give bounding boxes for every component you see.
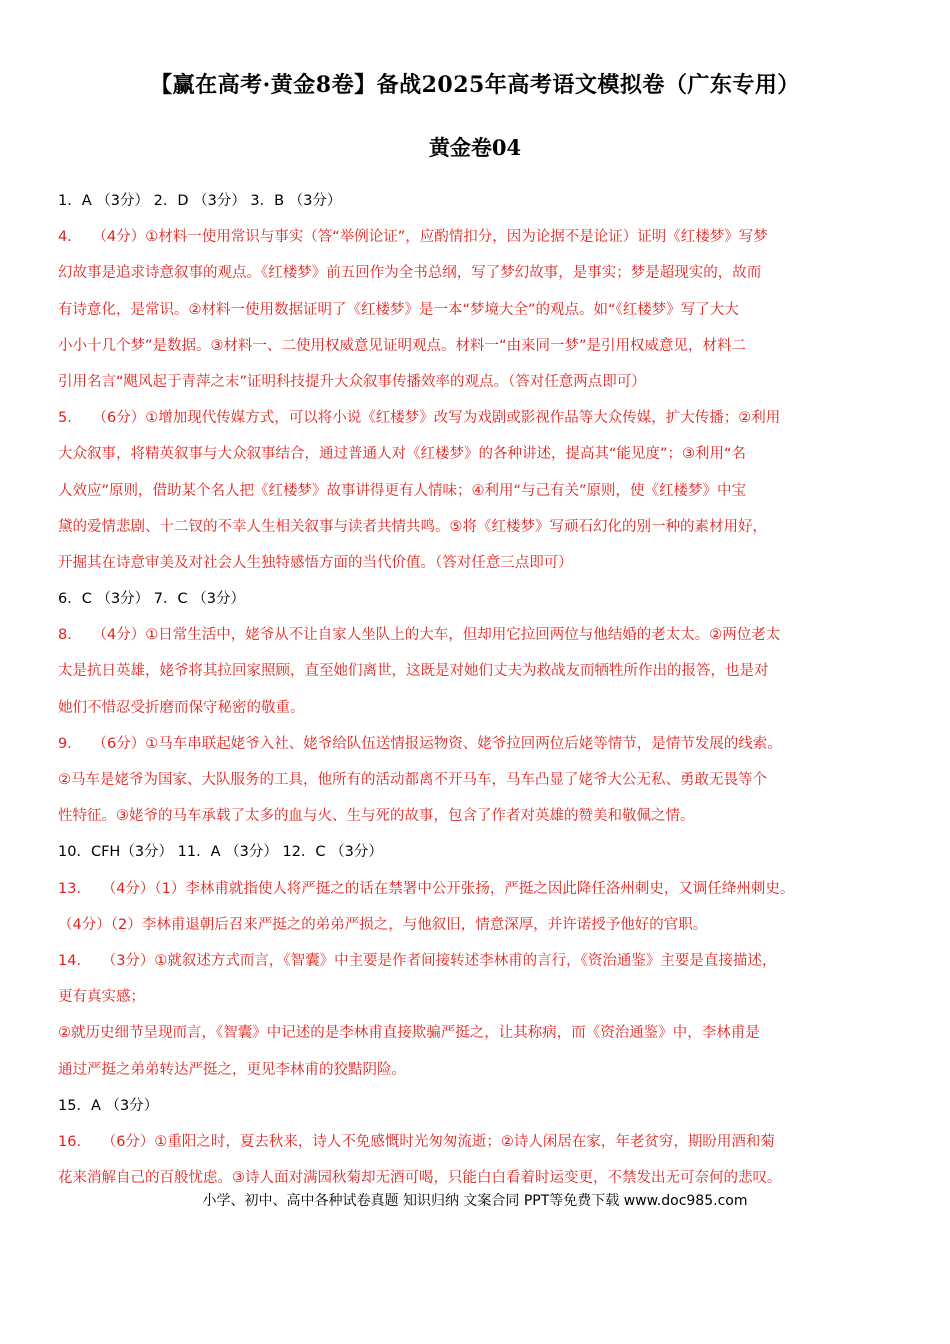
- answer-text: 黛的爱情悲剧、十二钗的不幸人生相关叙事与读者共情共鸣。⑤将《红楼梦》写顽石幻化的别一种的素材用好，: [58, 518, 767, 535]
- answer-line: [58, 653, 908, 689]
- answer-text: 7．C （3分）: [149, 591, 245, 608]
- answer-text: 幻故事是追求诗意叙事的观点。《红楼梦》前五回作为全书总纲，写了梦幻故事，是事实；梦是超现实的，故而: [58, 265, 762, 282]
- answer-line: [58, 219, 908, 255]
- answer-text: 性特征。③姥爷的马车承载了太多的血与火、生与死的故事，包含了作者对英雄的赞美和敬佩之情。: [58, 808, 695, 825]
- answer-line: [58, 871, 908, 907]
- question-number: 13．: [58, 880, 91, 897]
- answer-text: 更有真实感；: [58, 989, 145, 1006]
- question-number: 14．: [58, 952, 91, 969]
- question-number: 9．: [58, 735, 82, 752]
- answer-line: [58, 545, 908, 581]
- answer-text: 她们不惜忍受折磨而保守秘密的敬重。: [58, 699, 305, 716]
- answer-line: [58, 762, 908, 798]
- answer-line: [58, 1015, 908, 1051]
- page-footer: 小学、初中、高中各种试卷真题 知识归纳 文案合同 PPT等免费下载 www.doc985.com: [202, 1193, 748, 1209]
- question-number: 1．A （3分）: [58, 193, 149, 209]
- answer-text: 太是抗日英雄，姥爷将其拉回家照顾，直至她们离世，这既是对她们丈夫为救战友而牺牲所作出的报答，也是对: [58, 663, 769, 680]
- answer-text: （4分）①日常生活中，姥爷从不让自家人坐队上的大车，但却用它拉回两位与他结婚的老太太。②两位老太: [99, 627, 781, 644]
- answer-line: [58, 509, 908, 545]
- page-subtitle: 黄金卷04: [428, 135, 522, 160]
- answer-line: [58, 907, 908, 943]
- answer-line: [58, 798, 908, 834]
- page-title: 【赢在高考·黄金8卷】备战2025年高考语文模拟卷（广东专用）: [150, 72, 800, 98]
- answer-line: [58, 400, 908, 436]
- answer-line: [58, 473, 908, 509]
- question-number: 15．A （3分）: [58, 1097, 159, 1114]
- answer-line: [58, 1124, 908, 1160]
- answer-line: [58, 292, 908, 328]
- answer-list: [58, 183, 908, 1196]
- answer-line: [58, 364, 908, 400]
- answer-line: [58, 255, 908, 291]
- answer-line: [58, 436, 908, 472]
- answer-line: [58, 979, 908, 1015]
- answer-text: 花来消解自己的百般忧虑。③诗人面对满园秋菊却无酒可喝，只能白白看着时运变更，不禁发出无可奈何的悲叹。: [58, 1170, 782, 1187]
- answer-text: 通过严挺之弟弟转达严挺之，更见李林甫的狡黠阴险。: [58, 1061, 406, 1078]
- question-number: 8．: [58, 627, 82, 644]
- answer-text: 2．D （3分） 3．B （3分）: [148, 193, 342, 209]
- answer-text: （6分）①重阳之时，夏去秋来，诗人不免感慨时光匆匆流逝；②诗人闲居在家，年老贫穷，期盼用酒和菊: [108, 1133, 775, 1150]
- question-number: 4．: [58, 229, 82, 246]
- answer-text: （3分）①就叙述方式而言，《智囊》中主要是作者间接转述李林甫的言行，《资治通鉴》主要是直接描述，: [108, 952, 777, 969]
- answer-text: 人效应”原则，借助某个名人把《红楼梦》故事讲得更有人情味；④利用“与己有关”原则，使《红楼梦》中宝: [58, 482, 747, 499]
- answer-text: （6分）①马车串联起姥爷入社、姥爷给队伍送情报运物资、姥爷拉回两位后姥等情节，是情节发展的线索。: [99, 735, 782, 752]
- answer-text: 11．A （3分） 12．C （3分）: [173, 844, 383, 861]
- question-number: 16．: [58, 1133, 91, 1150]
- answer-text: （6分）①增加现代传媒方式，可以将小说《红楼梦》改写为戏剧或影视作品等大众传媒，扩大传播；②利用: [99, 410, 781, 427]
- answer-line: [58, 328, 908, 364]
- answer-text: 大众叙事，将精英叙事与大众叙事结合，通过普通人对《红楼梦》的各种讲述，提高其“能见度”；③利用“名: [58, 446, 747, 463]
- answer-line: [58, 183, 908, 219]
- answer-line: [58, 726, 908, 762]
- answer-line: [58, 943, 908, 979]
- answer-text: 开掘其在诗意审美及对社会人生独特感悟方面的当代价值。（答对任意三点即可）: [58, 554, 573, 571]
- answer-line: [58, 1088, 908, 1124]
- answer-text: ②就历史细节呈现而言，《智囊》中记述的是李林甫直接欺骗严挺之，让其称病，而《资治通鉴》中，李林甫是: [58, 1025, 760, 1042]
- answer-line: [58, 617, 908, 653]
- answer-line: [58, 834, 908, 870]
- answer-text: 小小十几个梦”是数据。③材料一、二使用权威意见证明观点。材料一“由来同一梦”是引用权威意见，材料二: [58, 337, 747, 354]
- question-number: 10．CFH（3分）: [58, 844, 174, 861]
- answer-text: （4分）①材料一使用常识与事实（答“举例论证”，应酌情扣分，因为论据不是论证）证明《红楼梦》写梦: [99, 229, 768, 246]
- answer-line: [58, 1052, 908, 1088]
- question-number: 5．: [58, 410, 82, 427]
- answer-line: [58, 581, 908, 617]
- question-number: 6．C （3分）: [58, 591, 150, 608]
- answer-text: 有诗意化，是常识。②材料一使用数据证明了《红楼梦》是一本“梦境大全”的观点。如“《红楼梦》写了大大: [58, 301, 739, 318]
- answer-text: （4分）（1）李林甫就指使人将严挺之的话在禁署中公开张扬，严挺之因此降任洛州刺史，又调任绛州刺史。: [108, 880, 795, 897]
- answer-line: [58, 690, 908, 726]
- answer-text: 引用名言“飓风起于青萍之末”证明科技提升大众叙事传播效率的观点。（答对任意两点即可）: [58, 373, 646, 390]
- answer-text: （4分）（2）李林甫退朝后召来严挺之的弟弟严损之，与他叙旧，情意深厚，并许诺授予他好的官职。: [58, 916, 708, 933]
- answer-text: ②马车是姥爷为国家、大队服务的工具，他所有的活动都离不开马车，马车凸显了姥爷大公无私、勇敢无畏等个: [58, 772, 767, 788]
